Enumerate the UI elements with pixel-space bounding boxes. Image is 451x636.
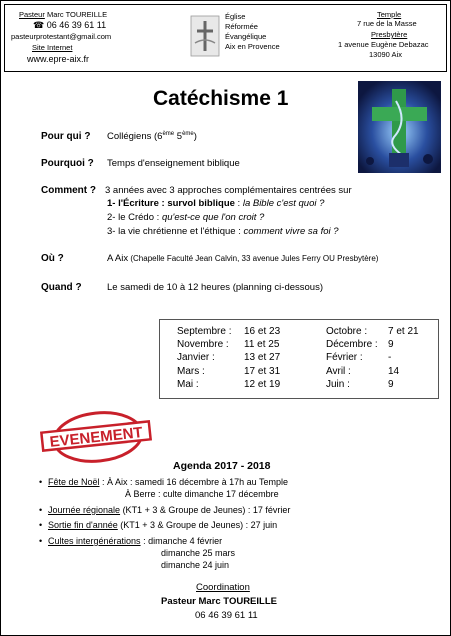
schedule-month: Décembre : xyxy=(326,339,378,350)
schedule-month: Juin : xyxy=(326,379,350,390)
stamp-text: EVENEMENT xyxy=(48,424,144,451)
agenda-item: • Cultes intergénérations : dimanche 4 février xyxy=(48,536,222,546)
comment-label: Comment ? xyxy=(41,185,96,196)
agenda-item-extra: À Berre : culte dimanche 17 décembre xyxy=(125,489,279,499)
comment-intro: 3 années avec 3 approches complémentaires centrées sur xyxy=(105,185,352,196)
schedule-dates: 16 et 23 xyxy=(244,326,281,337)
schedule-month: Février : xyxy=(326,352,363,363)
temple-label: Temple xyxy=(377,10,402,19)
schedule-dates: 12 et 19 xyxy=(244,379,281,390)
temple-address: 7 rue de la Masse xyxy=(357,19,417,28)
schedule-dates: 13 et 27 xyxy=(244,352,281,363)
pour-qui-text: Collégiens (6ème 5ème) xyxy=(107,131,197,143)
church-name: Église Réformée Évangélique Aix en Provence xyxy=(225,12,280,51)
schedule-dates: 14 xyxy=(388,366,400,377)
schedule-month: Mars : xyxy=(177,366,205,377)
ou-text: A Aix (Chapelle Faculté Jean Calvin, 33 avenue Jules Ferry OU Presbytère) xyxy=(107,253,379,264)
header-box xyxy=(4,4,447,72)
pour-qui-label: Pour qui ? xyxy=(41,131,91,142)
church-logo-icon xyxy=(189,13,221,59)
agenda-item-extra: dimanche 25 mars xyxy=(161,548,236,558)
comment-item-3: 3- la vie chrétienne et l'éthique : comment vivre sa foi ? xyxy=(107,226,339,237)
schedule-month: Janvier : xyxy=(177,352,215,363)
schedule-dates: 9 xyxy=(388,379,394,390)
schedule-dates: - xyxy=(388,352,392,363)
pastor-line xyxy=(19,10,107,19)
evenement-stamp xyxy=(36,411,154,465)
schedule-dates: 17 et 31 xyxy=(244,366,281,377)
comment-item-2: 2- le Crédo : qu'est-ce que l'on croit ? xyxy=(107,212,265,223)
agenda-item: • Sortie fin d'année (KT1 + 3 & Groupe de Jeunes) : 27 juin xyxy=(48,520,277,530)
coordination-label: Coordination xyxy=(196,582,250,593)
coordination-name: Pasteur Marc TOUREILLE xyxy=(161,596,277,607)
presbytere-label: Presbytère xyxy=(371,30,408,39)
schedule-month: Avril : xyxy=(326,366,351,377)
schedule-month: Septembre : xyxy=(177,326,232,337)
agenda-title: Agenda 2017 - 2018 xyxy=(173,460,271,472)
schedule-dates: 7 et 21 xyxy=(388,326,419,337)
schedule-dates: 9 xyxy=(388,339,394,350)
ou-label: Où ? xyxy=(41,253,64,264)
header-email[interactable]: pasteurprotestant@gmail.com xyxy=(11,32,112,41)
agenda-item-extra: dimanche 24 juin xyxy=(161,560,230,570)
pourquoi-label: Pourquoi ? xyxy=(41,158,94,169)
site-label: Site Internet xyxy=(32,43,73,52)
comment-item-1: 1- l'Écriture : survol biblique : la Bible c'est quoi ? xyxy=(107,198,325,209)
quand-text: Le samedi de 10 à 12 heures (planning ci-dessous) xyxy=(107,282,323,293)
coordination-phone: 06 46 39 61 11 xyxy=(195,610,258,621)
pastor-name: Marc TOUREILLE xyxy=(46,10,108,19)
pourquoi-text: Temps d'enseignement biblique xyxy=(107,158,240,169)
schedule-month: Novembre : xyxy=(177,339,229,350)
presbytere-address-2: 13090 Aix xyxy=(369,50,402,59)
schedule-month: Mai : xyxy=(177,379,199,390)
cross-illustration xyxy=(358,81,441,173)
schedule-table xyxy=(159,319,439,399)
header-phone: ☎ 06 46 39 61 11 xyxy=(33,20,107,30)
site-url[interactable]: www.epre-aix.fr xyxy=(27,54,90,64)
presbytere-address-1: 1 avenue Eugène Debazac xyxy=(338,40,429,49)
agenda-item: • Fête de Noël : À Aix : samedi 16 décembre à 17h au Temple xyxy=(48,477,288,487)
schedule-month: Octobre : xyxy=(326,326,368,337)
quand-label: Quand ? xyxy=(41,282,82,293)
agenda-item: • Journée régionale (KT1 + 3 & Groupe de Jeunes) : 17 février xyxy=(48,505,290,515)
page-title: Catéchisme 1 xyxy=(153,87,289,110)
schedule-dates: 11 et 25 xyxy=(244,339,280,350)
pastor-title: Pasteur xyxy=(19,10,45,19)
